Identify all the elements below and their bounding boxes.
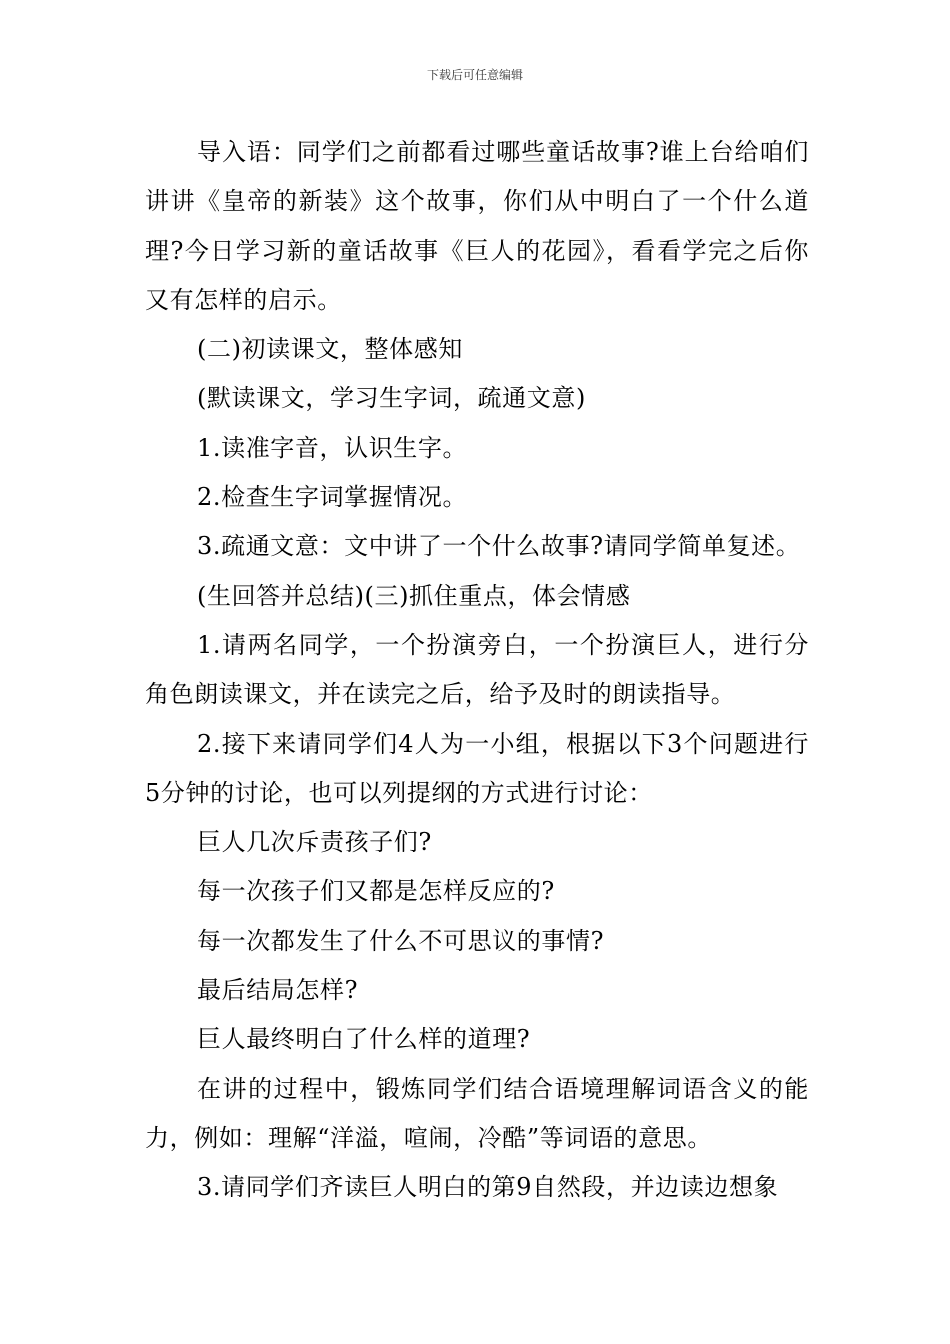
list-item: 3.疏通文意：文中讲了一个什么故事?请同学简单复述。: [197, 532, 801, 561]
document-body: [145, 128, 809, 1213]
list-item: 2.检查生字词掌握情况。: [197, 483, 468, 512]
question-item: 巨人最终明白了什么样的道理?: [197, 1025, 531, 1054]
section-heading-focus: (生回答并总结)(三)抓住重点，体会情感: [197, 581, 631, 610]
question-item: 每一次都发生了什么不可思议的事情?: [197, 926, 605, 955]
list-item: 3.请同学们齐读巨人明白的第9自然段，并边读边想象: [197, 1173, 779, 1202]
list-item: 1.请两名同学，一个扮演旁白，一个扮演巨人，进行分角色朗读课文，并在读完之后，给予及时的朗读指导。: [145, 630, 809, 709]
section-heading-reading: (二)初读课文，整体感知: [197, 335, 463, 364]
question-item: 最后结局怎样?: [197, 976, 359, 1005]
paragraph-reading-note: (默读课文，学习生字词，疏通文意): [197, 384, 586, 413]
list-item: 1.读准字音，认识生字。: [197, 433, 468, 462]
list-item: 2.接下来请同学们4人为一小组，根据以下3个问题进行5分钟的讨论，也可以列提纲的方式进行讨论：: [145, 729, 809, 807]
page-header: 下载后可任意编辑: [426, 68, 523, 82]
question-item: 巨人几次斥责孩子们?: [197, 828, 432, 857]
paragraph-vocabulary: 在讲的过程中，锻炼同学们结合语境理解词语含义的能力，例如：理解“洋溢，喧闹，冷酷”等词语的意思。: [145, 1074, 809, 1152]
paragraph-intro: 导入语：同学们之前都看过哪些童话故事?谁上台给咱们讲讲《皇帝的新装》这个故事，你们从中明白了一个什么道理?今日学习新的童话故事《巨人的花园》，看看学完之后你又有怎样的启示。: [145, 138, 809, 314]
question-item: 每一次孩子们又都是怎样反应的?: [197, 877, 555, 906]
